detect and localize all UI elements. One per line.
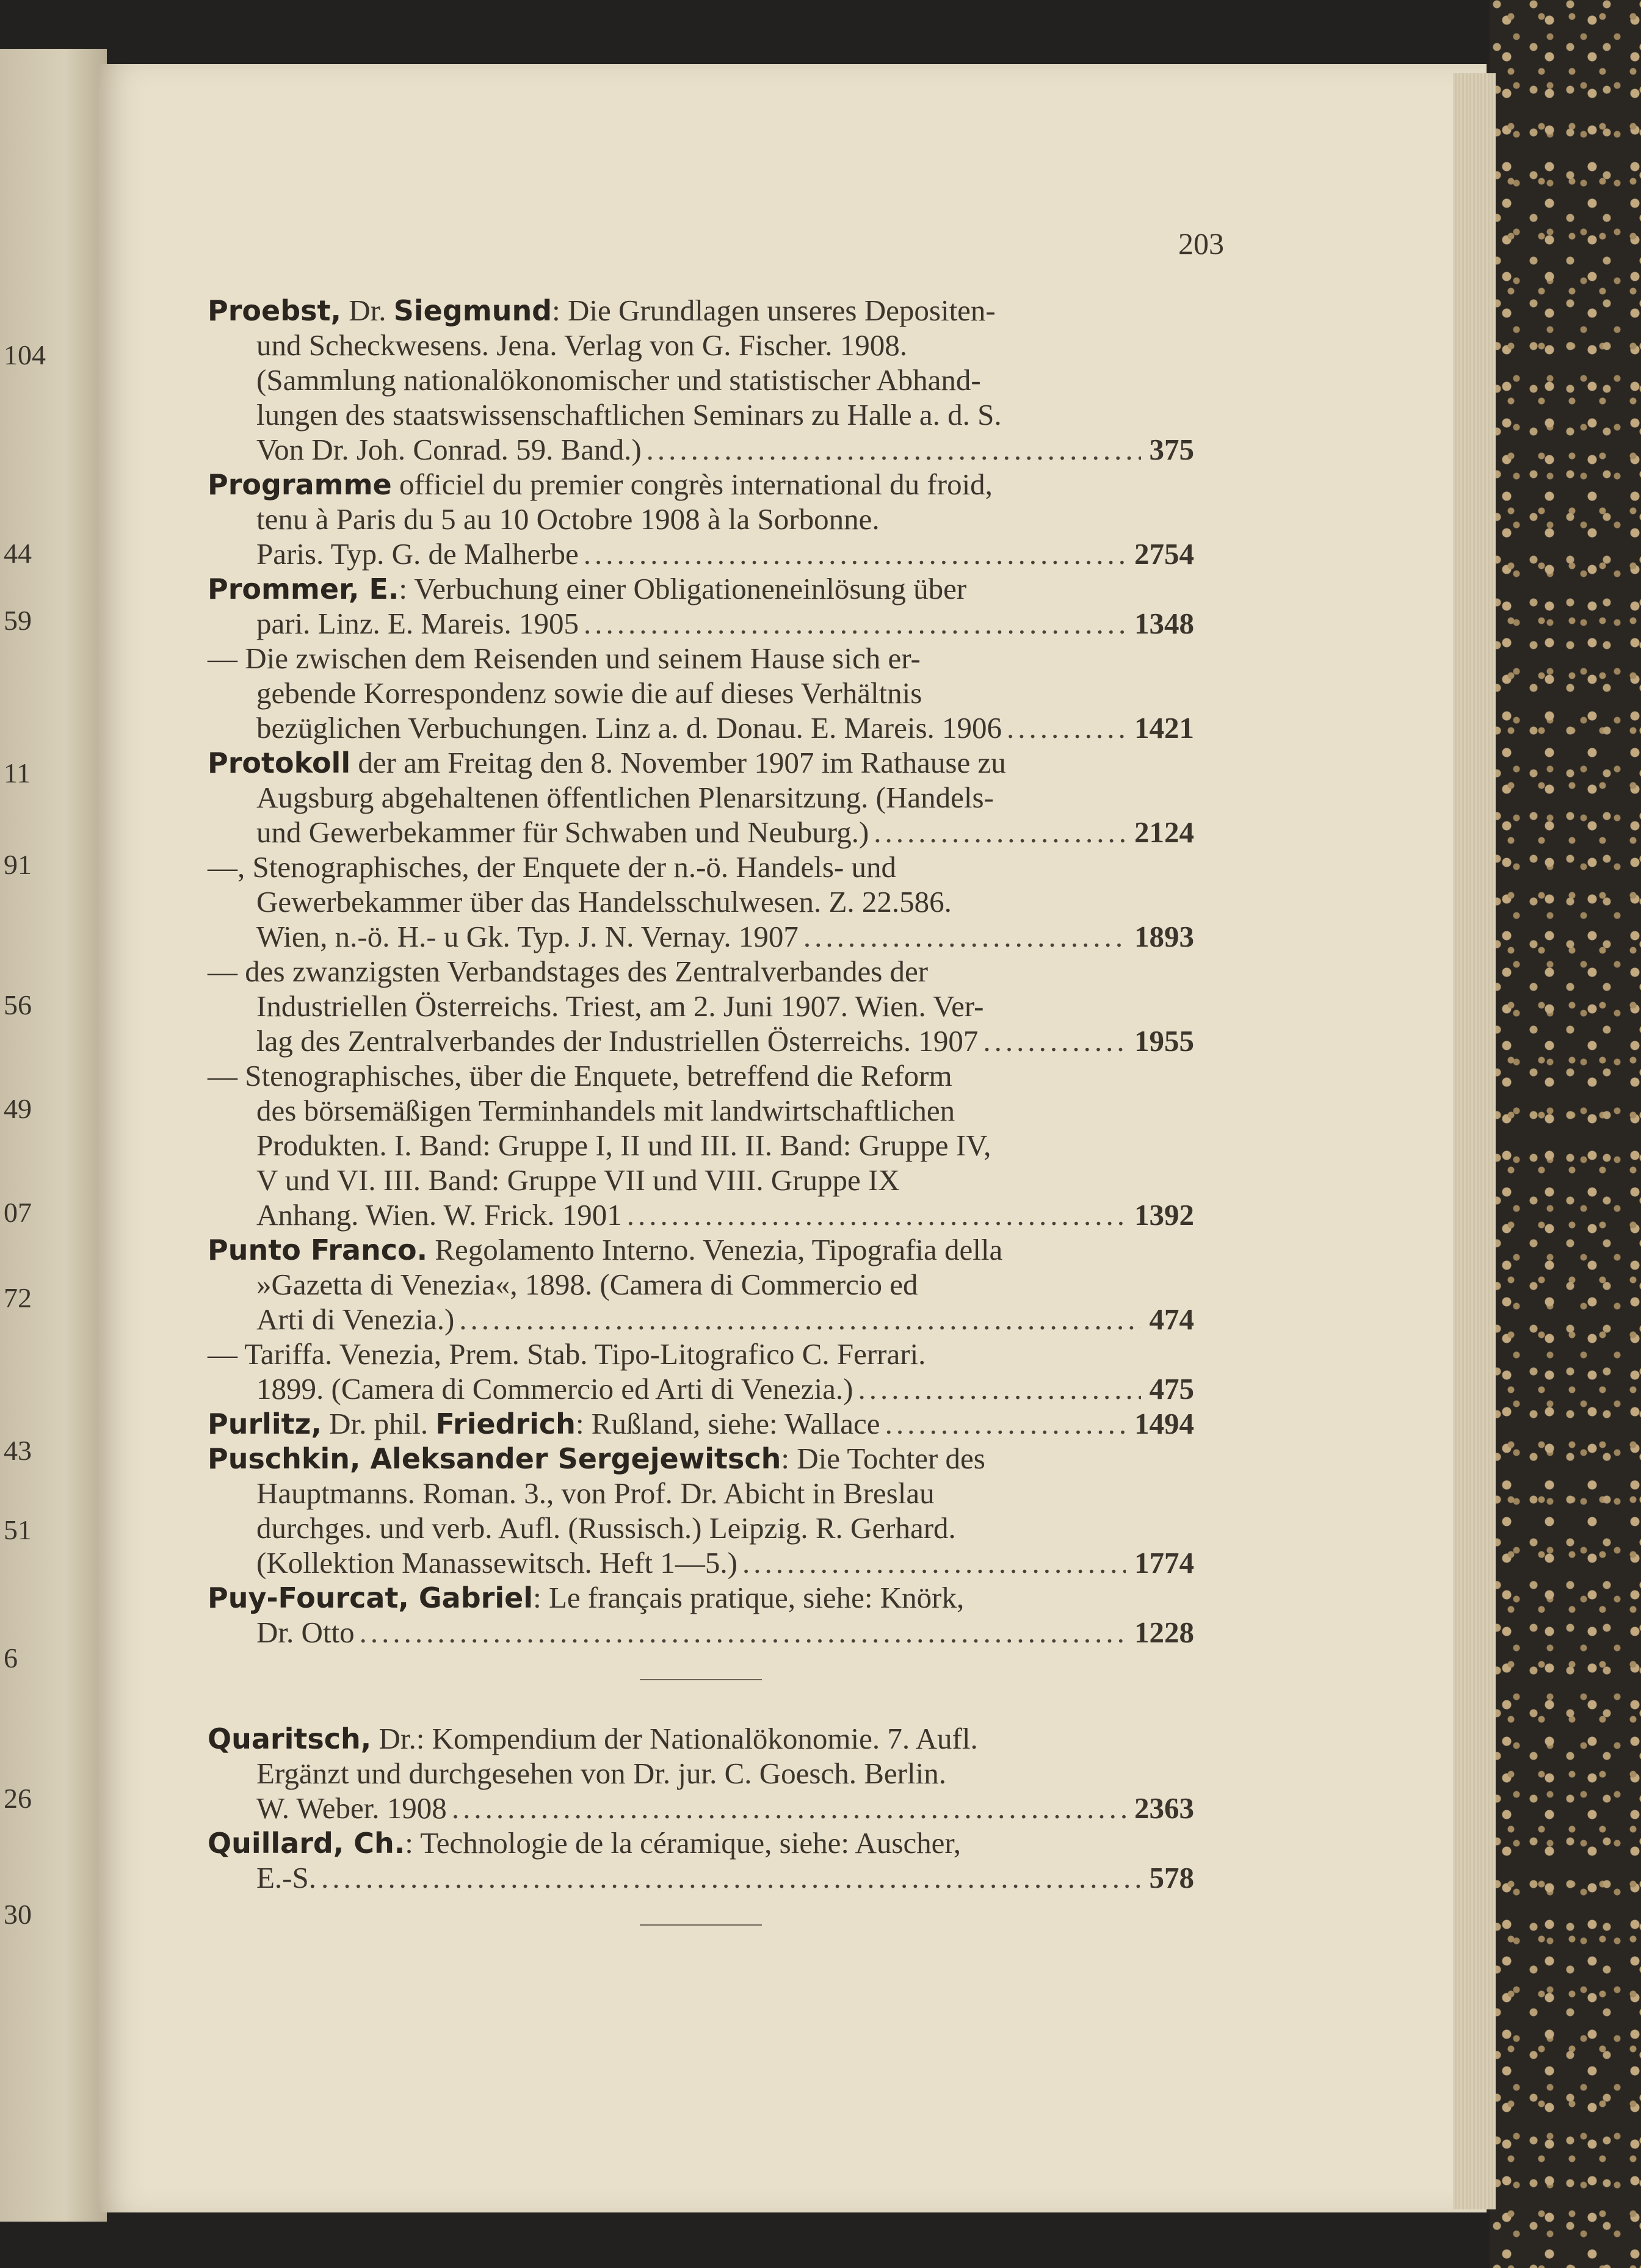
entry-number: 1392 bbox=[1134, 1198, 1194, 1232]
entry-text-line: und Scheckwesens. Jena. Verlag von G. Fischer. 1908. bbox=[256, 328, 908, 362]
entry-title-prefix: Dr. phil. bbox=[329, 1407, 429, 1440]
previous-page-fragment: 72 bbox=[4, 1282, 32, 1313]
entry-number: 1774 bbox=[1134, 1546, 1194, 1580]
previous-page-fragment: 91 bbox=[4, 849, 32, 880]
entry-text-line: »Gazetta di Venezia«, 1898. (Camera di Commercio ed bbox=[256, 1268, 918, 1301]
entry-text: Regolamento Interno. Venezia, Tipografia della bbox=[435, 1233, 1003, 1266]
entry-text: — des zwanzigsten Verbandstages des Zentralverbandes der bbox=[208, 955, 929, 988]
previous-page-fragment: 59 bbox=[4, 605, 32, 636]
entry-text-line: Anhang. Wien. W. Frick. 1901 bbox=[256, 1198, 622, 1232]
entry-number: 2363 bbox=[1134, 1791, 1194, 1825]
entry-number: 1348 bbox=[1134, 607, 1194, 640]
entry-text-line: W. Weber. 1908 bbox=[256, 1791, 447, 1825]
entry-text: officiel du premier congrès international du froid, bbox=[399, 468, 993, 501]
entry-text-line: V und VI. III. Band: Gruppe VII und VIII. Gruppe IX bbox=[256, 1163, 900, 1197]
entry-number: 375 bbox=[1149, 433, 1194, 466]
dot-leader bbox=[627, 1197, 1126, 1232]
entry-text: : Le français pratique, siehe: Knörk, bbox=[533, 1581, 965, 1614]
entry-number: 2124 bbox=[1134, 815, 1194, 849]
entry-author: Puy-Fourcat, Gabriel bbox=[208, 1581, 534, 1614]
index-entry bbox=[208, 293, 1194, 467]
entry-author-given-name: Friedrich bbox=[435, 1407, 576, 1440]
index-entry bbox=[208, 641, 1194, 745]
entry-text-line: durchges. und verb. Aufl. (Russisch.) Leipzig. R. Gerhard. bbox=[256, 1511, 956, 1545]
entry-text: — Stenographisches, über die Enquete, betreffend die Reform bbox=[208, 1059, 952, 1092]
entry-author: Prommer, E. bbox=[208, 572, 399, 605]
entry-number: 1893 bbox=[1134, 920, 1194, 953]
entry-author-given-name: Siegmund bbox=[393, 294, 552, 327]
previous-page-fragment: 26 bbox=[4, 1783, 32, 1814]
dot-leader bbox=[452, 1791, 1126, 1826]
dot-leader bbox=[584, 606, 1126, 641]
dot-leader bbox=[647, 432, 1141, 467]
section-divider bbox=[640, 1679, 762, 1680]
entry-title-prefix: Dr. bbox=[349, 294, 386, 327]
index-entry bbox=[208, 467, 1194, 571]
dot-leader bbox=[742, 1545, 1126, 1580]
entry-number: 475 bbox=[1149, 1372, 1194, 1406]
entry-text: : Rußland, siehe: Wallace bbox=[575, 1407, 880, 1440]
entry-text: — Tariffa. Venezia, Prem. Stab. Tipo-Litografico C. Ferrari. bbox=[208, 1337, 926, 1371]
entry-text-line: Augsburg abgehaltenen öffentlichen Plenarsitzung. (Handels- bbox=[256, 781, 994, 814]
book-cover-marbled bbox=[1490, 0, 1641, 2268]
previous-page-fragment: 51 bbox=[4, 1514, 32, 1545]
previous-page-fragment: 11 bbox=[4, 757, 31, 789]
dot-leader bbox=[459, 1302, 1140, 1337]
dot-leader bbox=[584, 536, 1126, 571]
entry-number: 578 bbox=[1149, 1861, 1194, 1894]
entry-author: Proebst, bbox=[208, 294, 341, 327]
entry-text-line: tenu à Paris du 5 au 10 Octobre 1908 à la Sorbonne. bbox=[256, 502, 880, 536]
previous-page-fragment: 6 bbox=[4, 1642, 18, 1674]
index-entry bbox=[208, 1580, 1194, 1650]
entry-text-line: Paris. Typ. G. de Malherbe bbox=[256, 537, 579, 571]
entry-text-line: Wien, n.-ö. H.- u Gk. Typ. J. N. Vernay. 1907 bbox=[256, 920, 799, 953]
entry-text: Dr.: Kompendium der Nationalökonomie. 7. Aufl. bbox=[379, 1722, 978, 1755]
entry-author: Punto Franco. bbox=[208, 1233, 428, 1266]
page-number: 203 bbox=[1178, 226, 1224, 261]
index-entry bbox=[208, 1826, 1194, 1895]
dot-leader bbox=[983, 1024, 1126, 1058]
previous-page-fragment: 56 bbox=[4, 989, 32, 1020]
entry-text-line: Ergänzt und durchgesehen von Dr. jur. C. Goesch. Berlin. bbox=[256, 1757, 946, 1790]
entry-text-line: Von Dr. Joh. Conrad. 59. Band.) bbox=[256, 433, 642, 466]
entry-author: Puschkin, Aleksander Sergejewitsch bbox=[208, 1442, 781, 1475]
index-entry bbox=[208, 1441, 1194, 1580]
previous-page-fragment: 30 bbox=[4, 1899, 32, 1930]
page-block-edge bbox=[1453, 73, 1496, 2209]
entry-author: Programme bbox=[208, 468, 392, 501]
index-entry bbox=[208, 1406, 1194, 1441]
entry-text: : Verbuchung einer Obligationeneinlösung über bbox=[399, 572, 967, 605]
entry-text: —, Stenographisches, der Enquete der n.-ö. Handels- und bbox=[208, 850, 897, 884]
entry-text-line: Produkten. I. Band: Gruppe I, II und III. II. Band: Gruppe IV, bbox=[256, 1129, 991, 1162]
entry-number: 1228 bbox=[1134, 1616, 1194, 1649]
entry-author: Protokoll bbox=[208, 746, 351, 779]
previous-page-fragment: 44 bbox=[4, 538, 32, 569]
entry-text-line: des börsemäßigen Terminhandels mit landwirtschaftlichen bbox=[256, 1094, 955, 1127]
entry-text-line: (Kollektion Manassewitsch. Heft 1—5.) bbox=[256, 1546, 737, 1580]
entry-text-line: lag des Zentralverbandes der Industriellen Österreichs. 1907 bbox=[256, 1024, 979, 1058]
dot-leader bbox=[360, 1615, 1126, 1650]
entry-number: 2754 bbox=[1134, 537, 1194, 571]
index-entry bbox=[208, 1337, 1194, 1406]
entry-text-line: Arti di Venezia.) bbox=[256, 1302, 455, 1336]
entry-author: Quillard, Ch. bbox=[208, 1827, 405, 1860]
previous-page-fragment: 07 bbox=[4, 1197, 32, 1228]
entry-text-line: und Gewerbekammer für Schwaben und Neuburg.) bbox=[256, 815, 869, 849]
entry-text-line: 1899. (Camera di Commercio ed Arti di Venezia.) bbox=[256, 1372, 853, 1406]
index-entry bbox=[208, 1721, 1194, 1826]
entry-number: 1494 bbox=[1134, 1407, 1194, 1440]
dot-leader bbox=[321, 1860, 1141, 1895]
index-entry bbox=[208, 1232, 1194, 1337]
entry-text-line: pari. Linz. E. Mareis. 1905 bbox=[256, 607, 579, 640]
entry-number: 1955 bbox=[1134, 1024, 1194, 1058]
entry-text: — Die zwischen dem Reisenden und seinem Hause sich er- bbox=[208, 641, 921, 675]
entry-text: : Die Grundlagen unseres Depositen- bbox=[552, 294, 996, 327]
entry-text-line: Dr. Otto bbox=[256, 1616, 355, 1649]
previous-page-fragment: 104 bbox=[4, 339, 46, 370]
dot-leader bbox=[858, 1371, 1140, 1406]
entry-text-line: E.-S. bbox=[256, 1861, 316, 1894]
entry-author: Purlitz, bbox=[208, 1407, 322, 1440]
entry-text-line: lungen des staatswissenschaftlichen Seminars zu Halle a. d. S. bbox=[256, 398, 1002, 432]
entry-text-line: Industriellen Österreichs. Triest, am 2. Juni 1907. Wien. Ver- bbox=[256, 989, 984, 1023]
entry-number: 474 bbox=[1149, 1302, 1194, 1336]
entry-text-line: (Sammlung nationalökonomischer und statistischer Abhand- bbox=[256, 363, 981, 397]
dot-leader bbox=[885, 1406, 1126, 1441]
index-content bbox=[208, 293, 1194, 1954]
entry-text-line: Hauptmanns. Roman. 3., von Prof. Dr. Abicht in Breslau bbox=[256, 1476, 935, 1510]
index-entry bbox=[208, 850, 1194, 954]
dot-leader bbox=[874, 815, 1126, 850]
entry-number: 1421 bbox=[1134, 711, 1194, 745]
entry-text-line: bezüglichen Verbuchungen. Linz a. d. Donau. E. Mareis. 1906 bbox=[256, 711, 1002, 745]
previous-page-fragment: 49 bbox=[4, 1093, 32, 1124]
entry-author: Quaritsch, bbox=[208, 1722, 372, 1755]
index-entry bbox=[208, 1058, 1194, 1232]
index-entry bbox=[208, 954, 1194, 1058]
dot-leader bbox=[1007, 710, 1126, 745]
entry-text: : Technologie de la céramique, siehe: Auscher, bbox=[405, 1826, 962, 1860]
entry-text: : Die Tochter des bbox=[781, 1442, 985, 1475]
previous-page-edge bbox=[0, 49, 107, 2222]
previous-page-fragment: 43 bbox=[4, 1435, 32, 1466]
index-entry bbox=[208, 571, 1194, 641]
entry-text-line: gebende Korrespondenz sowie die auf dieses Verhältnis bbox=[256, 676, 922, 710]
index-entry bbox=[208, 745, 1194, 850]
section-divider bbox=[640, 1924, 762, 1926]
entry-text: der am Freitag den 8. November 1907 im Rathause zu bbox=[358, 746, 1006, 779]
entry-text-line: Gewerbekammer über das Handelsschulwesen. Z. 22.586. bbox=[256, 885, 952, 919]
dot-leader bbox=[803, 919, 1126, 954]
